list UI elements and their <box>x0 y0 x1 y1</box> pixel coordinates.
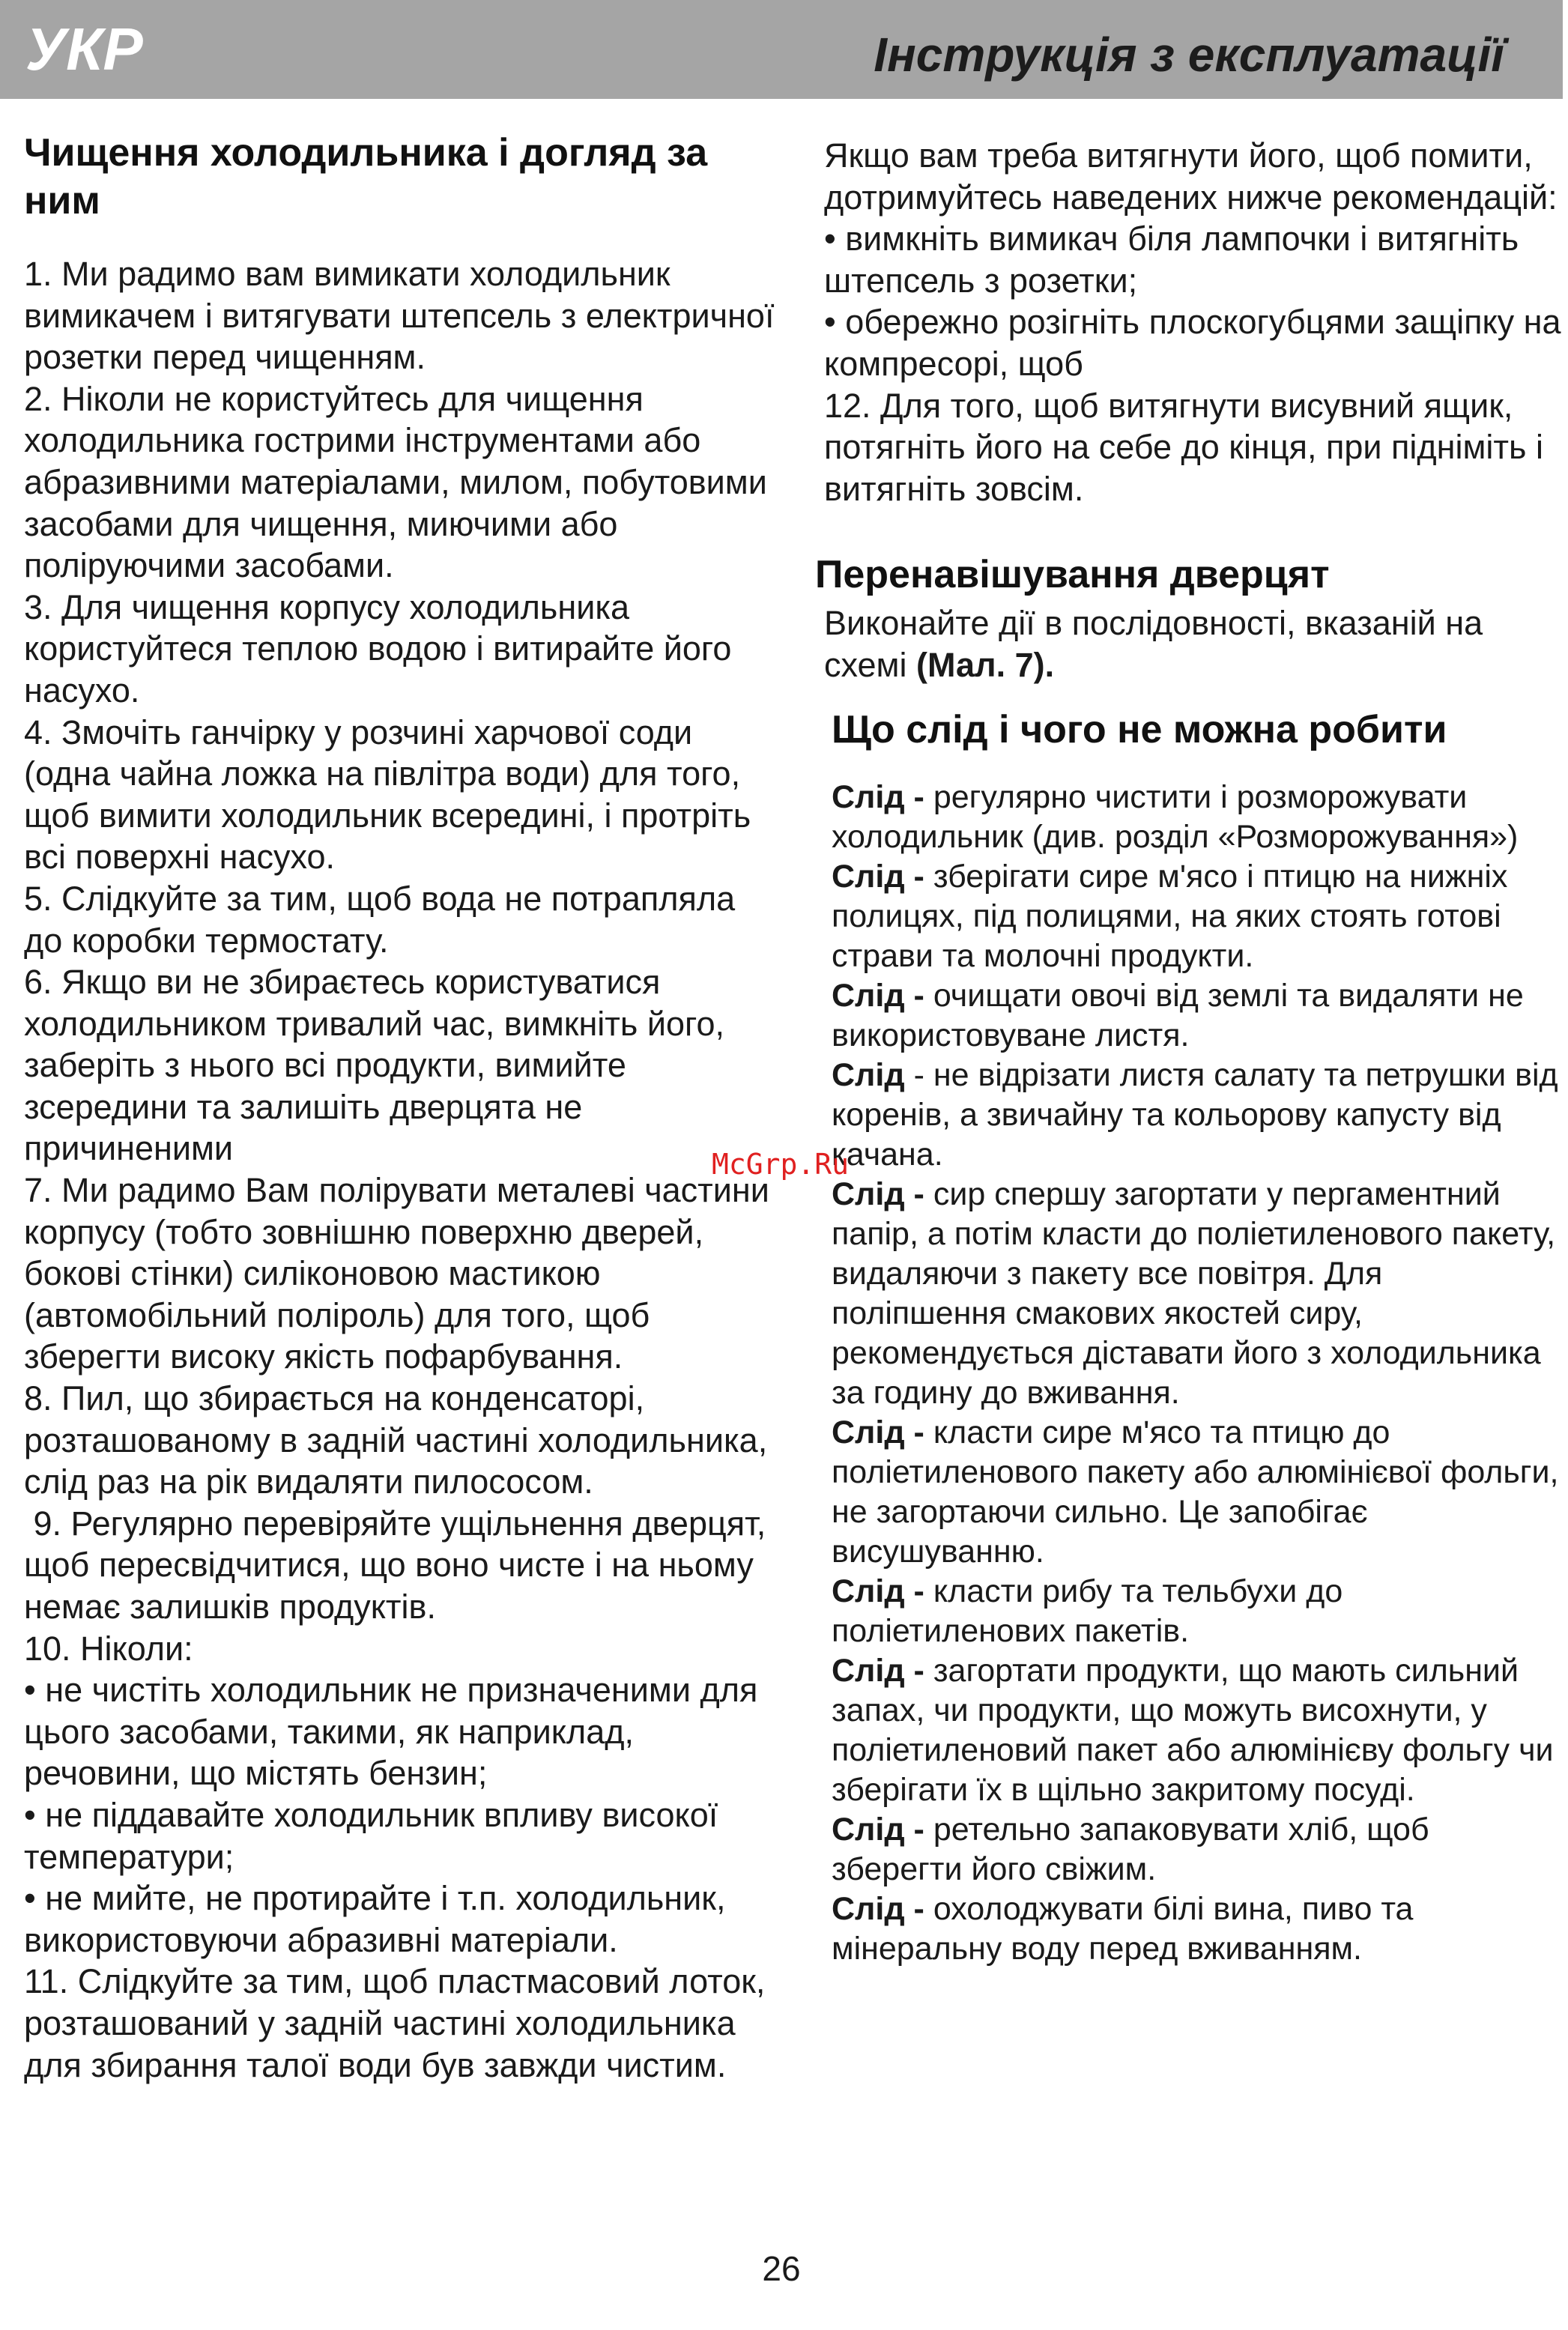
item-text: регулярно чистити і розморожувати холодильник (див. розділ «Розморожування») <box>832 779 1519 855</box>
item-label: Слід - <box>832 1891 924 1927</box>
item-text: - не відрізати листя салату та петрушки від коренів, а звичайну та кольорову капусту від качана. <box>832 1057 1558 1172</box>
cleaning-instructions <box>24 253 781 2086</box>
doors-instructions <box>824 602 1566 686</box>
page-number: 26 <box>762 2249 801 2288</box>
cleaning-bullet: • не мийте, не протирайте і т.п. холодильник, використовуючи абразивні матеріали. <box>24 1879 726 1959</box>
dos-heading: Що слід і чого не можна робити <box>832 708 1447 751</box>
list-item <box>832 1651 1566 1810</box>
doors-text: Виконайте дії в послідовності, вказаній на схемі <box>824 604 1483 684</box>
list-item <box>832 1889 1566 1969</box>
cleaning-step: 2. Ніколи не користуйтесь для чищення холодильника гострими інструментами або абразивними матеріалами, милом, побутовими засобами для чищення, миючими або поліруючими засобами. <box>24 379 767 585</box>
list-item <box>832 1413 1566 1572</box>
item-label: Слід - <box>832 1573 924 1609</box>
item-text: охолоджувати білі вина, пиво та мінеральну воду перед вживанням. <box>832 1891 1414 1967</box>
figure-reference: (Мал. 7). <box>915 645 1055 684</box>
cleaning-step: 12. Для того, щоб витягнути висувний ящик, потягніть його на себе до кінця, при підніміть і витягніть зовсім. <box>824 386 1543 508</box>
cleaning-heading: Чищення холодильника і догляд за ним <box>24 131 708 223</box>
item-text: класти рибу та тельбухи до поліетиленових пакетів. <box>832 1573 1343 1649</box>
item-text: зберігати сире м'ясо і птицю на нижніх полицях, під полицями, на яких стоять готові страви та молочні продукти. <box>832 859 1508 974</box>
cleaning-bullet: • не піддавайте холодильник впливу високої температури; <box>24 1795 718 1876</box>
cleaning-step: 7. Ми радимо Вам полірувати металеві частини корпусу (тобто зовнішню поверхню дверей, бокові стінки) силіконовою мастикою (автомобільний поліроль) для того, щоб зберегти високу якість пофарбування. <box>24 1171 769 1376</box>
header-bar <box>0 0 1563 99</box>
cleaning-step: 4. Змочіть ганчірку у розчині харчової соди (одна чайна ложка на півлітра води) для того, щоб вимити холодильник всередині, і протріть всі поверхні насухо. <box>24 712 751 877</box>
cleaning-continuation <box>824 135 1566 509</box>
list-item <box>832 778 1566 857</box>
item-label: Слід - <box>832 1176 924 1212</box>
item-label: Слід - <box>832 1414 924 1450</box>
cleaning-step: 6. Якщо ви не збираєтесь користуватися холодильником тривалий час, вимкніть його, заберіть з нього всі продукти, вимийте зсередини та залишіть дверцята не причиненими <box>24 963 724 1168</box>
watermark: McGrp.Ru <box>712 1148 850 1181</box>
list-item <box>832 1056 1566 1175</box>
cleaning-step: 8. Пил, що збирається на конденсаторі, розташованому в задній частині холодильника, слід раз на рік видаляти пилососом. <box>24 1379 768 1501</box>
list-item <box>832 1810 1566 1889</box>
language-code: УКР <box>25 16 143 82</box>
cleaning-step: 9. Регулярно перевіряйте ущільнення дверцят, щоб пересвідчитися, що воно чисте і на ньому немає залишків продуктів. <box>24 1504 775 1626</box>
dos-list <box>832 778 1566 1969</box>
cleaning-step: 1. Ми радимо вам вимикати холодильник вимикачем і витягувати штепсель з електричної розетки перед чищенням. <box>24 255 775 377</box>
item-text: загортати продукти, що мають сильний запах, чи продукти, що можуть висохнути, у поліетиленовий пакет або алюмінієву фольгу чи зберігати їх в щільно закритому посуді. <box>832 1653 1554 1808</box>
item-text: класти сире м'ясо та птицю до поліетиленового пакету або алюмінієвої фольги, не загортаючи сильно. Це запобігає висушуванню. <box>832 1414 1559 1570</box>
cleaning-step: 5. Слідкуйте за тим, щоб вода не потрапляла до коробки термостату. <box>24 879 736 960</box>
cleaning-step: Якщо вам треба витягнути його, щоб помити, дотримуйтесь наведених нижче рекомендацій: <box>824 136 1558 217</box>
item-label: Слід <box>832 1057 905 1093</box>
cleaning-step: 3. Для чищення корпусу холодильника користуйтеся теплою водою і витирайте його насухо. <box>24 587 732 709</box>
item-text: очищати овочі від землі та видаляти не використовуване листя. <box>832 978 1524 1053</box>
item-text: сир спершу загортати у пергаментний папір, а потім класти до поліетиленового пакету, видаляючи з пакету все повітря. Для поліпшення смакових якостей сиру, рекомендується діставати його з холодильника за годину до вживання. <box>832 1176 1556 1411</box>
item-label: Слід - <box>832 1812 924 1848</box>
list-item <box>832 857 1566 976</box>
item-label: Слід - <box>832 859 924 895</box>
list-item <box>832 1175 1566 1413</box>
cleaning-step: 10. Ніколи: <box>24 1629 193 1668</box>
doors-heading: Перенавішування дверцят <box>815 553 1330 596</box>
item-label: Слід - <box>832 978 924 1014</box>
item-label: Слід - <box>832 1653 924 1689</box>
cleaning-step: 11. Слідкуйте за тим, щоб пластмасовий лоток, розташований у задній частині холодильника для збирання талої води був завжди чистим. <box>24 1962 766 2084</box>
item-label: Слід - <box>832 779 924 815</box>
list-item <box>832 1572 1566 1651</box>
cleaning-bullet: • вимкніть вимикач біля лампочки і витягніть штепсель з розетки; <box>824 220 1519 300</box>
cleaning-bullet: • обережно розігніть плоскогубцями защіпку на компресорі, щоб <box>824 303 1561 383</box>
document-title: Інструкція з експлуатації <box>874 28 1504 82</box>
cleaning-bullet: • не чистіть холодильник не призначеними для цього засобами, такими, як наприклад, речовини, що містять бензин; <box>24 1671 758 1793</box>
list-item <box>832 976 1566 1056</box>
item-text: ретельно запаковувати хліб, щоб зберегти його свіжим. <box>832 1812 1429 1887</box>
